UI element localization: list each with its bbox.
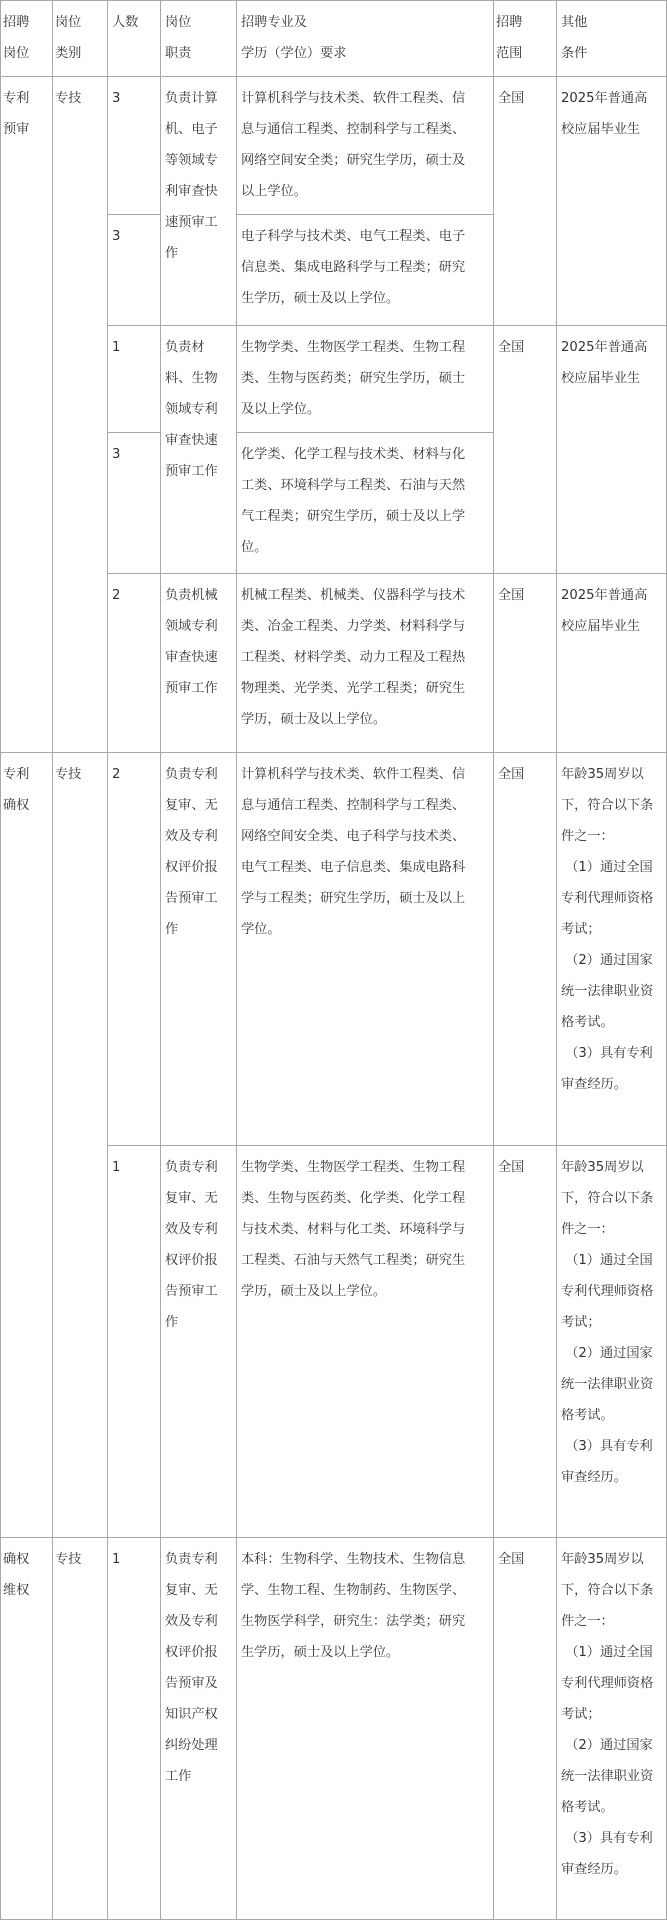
other-cell: 2025年普通高 校应届毕业生 [556,325,667,574]
count-cell: 1 [107,1145,161,1538]
category-cell: 专技 [52,752,108,1538]
header-post: 招聘 岗位 [0,0,53,77]
requirement-cell: 生物学类、生物医学工程类、生物工程 类、生物与医药类；研究生学历，硕士 及以上学位。 [236,325,494,433]
post-cell: 确权 维权 [0,1537,53,1920]
duty-cell: 负责专利 复审、无 效及专利 权评价报 告预审工 作 [160,752,237,1146]
scope-cell: 全国 [493,752,557,1146]
count-cell: 3 [107,76,161,215]
scope-cell: 全国 [493,573,557,753]
other-cell: 年龄35周岁以 下，符合以下条 件之一： （1）通过全国 专利代理师资格 考试； （2）通过国家 统一法律职业资 格考试。 （3）具有专利 审查经历。 [556,752,667,1146]
scope-cell: 全国 [493,76,557,326]
other-cell: 年龄35周岁以 下，符合以下条 件之一： （1）通过全国 专利代理师资格 考试； （2）通过国家 统一法律职业资 格考试。 （3）具有专利 审查经历。 [556,1537,667,1920]
other-cell: 2025年普通高 校应届毕业生 [556,573,667,753]
header-count: 人数 [107,0,161,77]
duty-cell: 负责机械 领域专利 审查快速 预审工作 [160,573,237,753]
requirement-cell: 电子科学与技术类、电气工程类、电子 信息类、集成电路科学与工程类；研究 生学历，硕士及以上学位。 [236,214,494,326]
duty-cell: 负责专利 复审、无 效及专利 权评价报 告预审工 作 [160,1145,237,1538]
requirement-cell: 计算机科学与技术类、软件工程类、信 息与通信工程类、控制科学与工程类、 网络空间安全类、电子科学与技术类、 电气工程类、电子信息类、集成电路科 学与工程类；研究生学历，硕士及以上 学位。 [236,752,494,1146]
requirement-cell: 本科：生物科学、生物技术、生物信息 学、生物工程、生物制药、生物医学、 生物医学科学，研究生：法学类；研究 生学历，硕士及以上学位。 [236,1537,494,1920]
other-cell: 2025年普通高 校应届毕业生 [556,76,667,326]
count-cell: 3 [107,432,161,574]
post-cell: 专利 预审 [0,76,53,753]
header-other: 其他 条件 [556,0,667,77]
count-cell: 1 [107,325,161,433]
header-duty: 岗位 职责 [160,0,237,77]
count-cell: 2 [107,752,161,1146]
duty-cell: 负责专利 复审、无 效及专利 权评价报 告预审及 知识产权 纠纷处理 工作 [160,1537,237,1920]
requirement-cell: 生物学类、生物医学工程类、生物工程 类、生物与医药类、化学类、化学工程 与技术类、材料与化工类、环境科学与 工程类、石油与天然气工程类；研究生 学历，硕士及以上学位。 [236,1145,494,1538]
other-cell: 年龄35周岁以 下，符合以下条 件之一： （1）通过全国 专利代理师资格 考试； （2）通过国家 统一法律职业资 格考试。 （3）具有专利 审查经历。 [556,1145,667,1538]
header-category: 岗位 类别 [52,0,108,77]
duty-cell: 负责计算 机、电子 等领域专 利审查快 速预审工 作 [160,76,237,326]
scope-cell: 全国 [493,325,557,574]
category-cell: 专技 [52,1537,108,1920]
requirement-cell: 化学类、化学工程与技术类、材料与化 工类、环境科学与工程类、石油与天然 气工程类；研究生学历，硕士及以上学 位。 [236,432,494,574]
scope-cell: 全国 [493,1145,557,1538]
header-requirement: 招聘专业及 学历（学位）要求 [236,0,494,77]
header-scope: 招聘 范围 [493,0,557,77]
duty-cell: 负责材 料、生物 领域专利 审查快速 预审工作 [160,325,237,574]
count-cell: 1 [107,1537,161,1920]
count-cell: 2 [107,573,161,753]
scope-cell: 全国 [493,1537,557,1920]
post-cell: 专利 确权 [0,752,53,1538]
requirement-cell: 机械工程类、机械类、仪器科学与技术 类、冶金工程类、力学类、材料科学与 工程类、材料学类、动力工程及工程热 物理类、光学类、光学工程类；研究生 学历，硕士及以上学位。 [236,573,494,753]
category-cell: 专技 [52,76,108,753]
requirement-cell: 计算机科学与技术类、软件工程类、信 息与通信工程类、控制科学与工程类、 网络空间安全类；研究生学历，硕士及 以上学位。 [236,76,494,215]
count-cell: 3 [107,214,161,326]
